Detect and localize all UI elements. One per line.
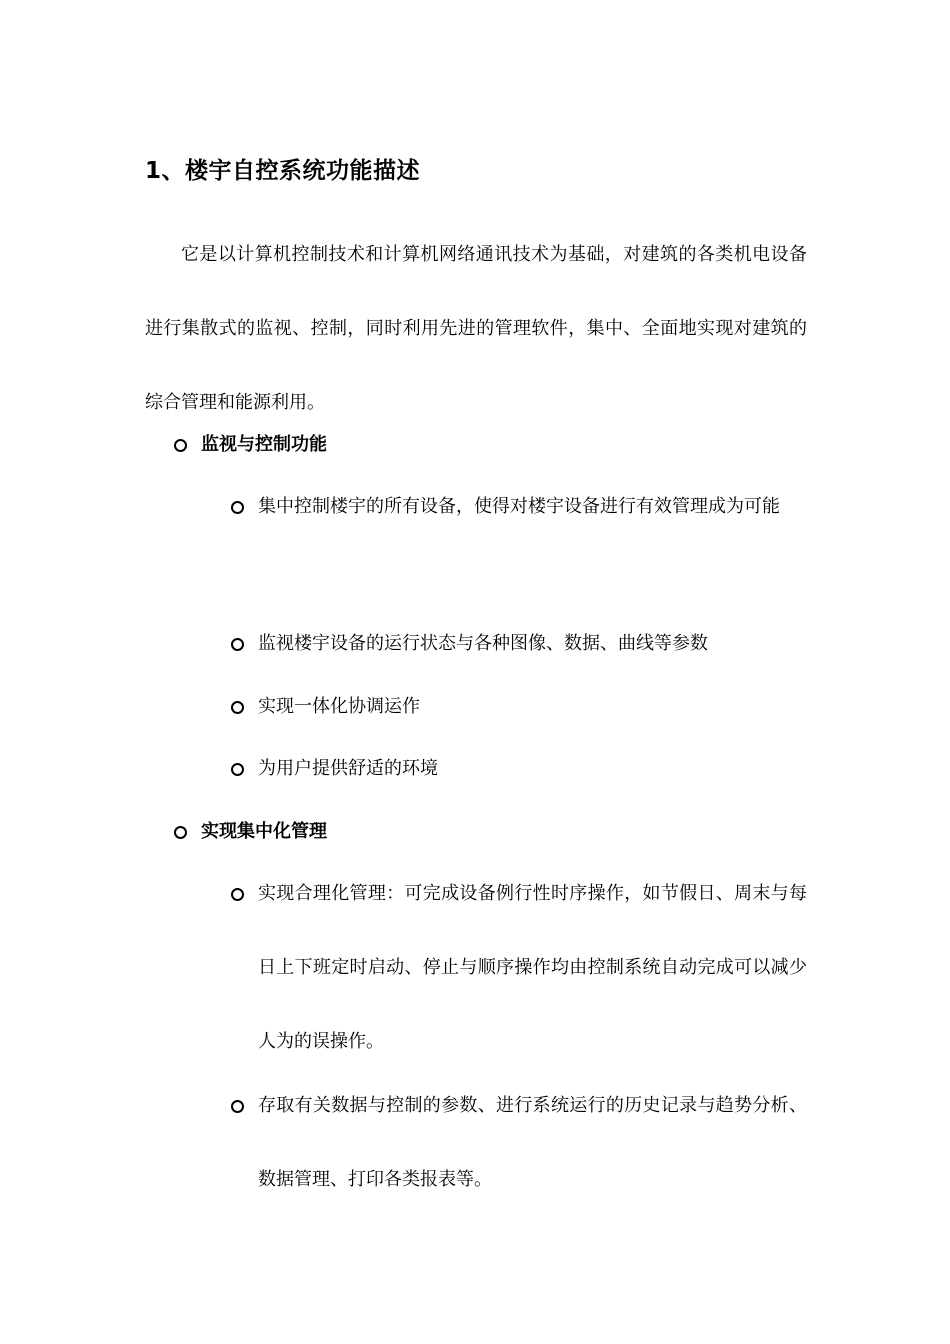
- group-label: 实现集中化管理: [201, 821, 327, 842]
- hollow-circle-bullet-icon: [231, 888, 244, 901]
- list-item: [258, 732, 807, 806]
- list-item-text: 监视楼宇设备的运行状态与各种图像、数据、曲线等参数: [258, 633, 708, 654]
- group-label: 监视与控制功能: [201, 434, 327, 455]
- intro-paragraph: 它是以计算机控制技术和计算机网络通讯技术为基础，对建筑的各类机电设备进行集散式的监视、控制，同时利用先进的管理软件，集中、全面地实现对建筑的综合管理和能源利用。: [145, 244, 807, 413]
- list-item-text: 实现一体化协调运作: [258, 696, 420, 717]
- list-item-text: 为用户提供舒适的环境: [258, 758, 438, 779]
- list-item: [258, 857, 807, 1079]
- hollow-circle-bullet-icon: [231, 701, 244, 714]
- list-item: [258, 1069, 807, 1217]
- hollow-circle-bullet-icon: [231, 501, 244, 514]
- list-item-text: 集中控制楼宇的所有设备，使得对楼宇设备进行有效管理成为可能: [258, 496, 780, 517]
- hollow-circle-bullet-icon: [174, 439, 187, 452]
- list-item-text: 存取有关数据与控制的参数、进行系统运行的历史记录与趋势分析、数据管理、打印各类报表等。: [258, 1095, 807, 1190]
- list-item: [258, 470, 807, 544]
- hollow-circle-bullet-icon: [174, 826, 187, 839]
- hollow-circle-bullet-icon: [231, 1100, 244, 1113]
- hollow-circle-bullet-icon: [231, 763, 244, 776]
- list-item-text: 实现合理化管理：可完成设备例行性时序操作，如节假日、周末与每日上下班定时启动、停止与顺序操作均由控制系统自动完成可以减少人为的误操作。: [258, 883, 807, 1052]
- hollow-circle-bullet-icon: [231, 638, 244, 651]
- section-heading: 1、楼宇自控系统功能描述: [145, 158, 421, 184]
